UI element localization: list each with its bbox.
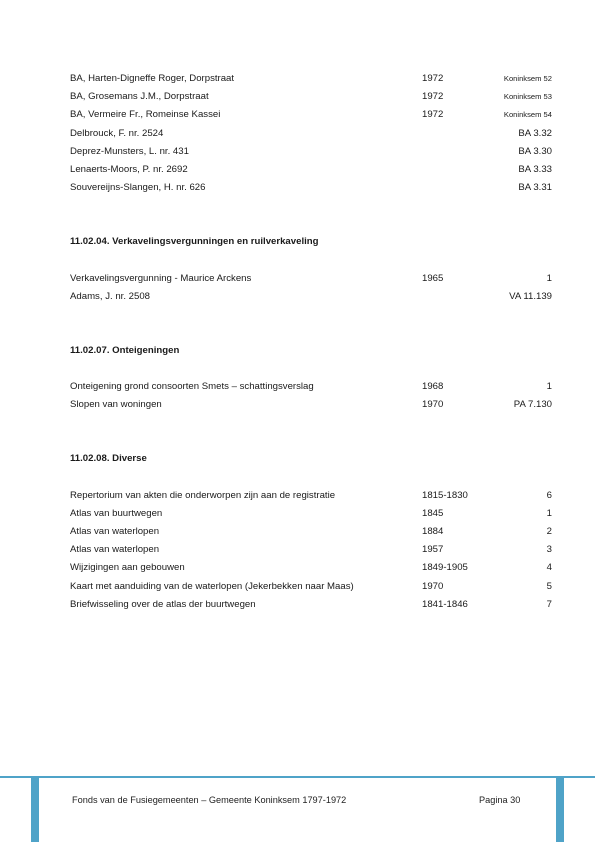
item-reference: VA 11.139 [509, 290, 552, 302]
item-reference: 4 [546, 562, 552, 574]
list-item [70, 559, 552, 577]
item-description: BA, Vermeire Fr., Romeinse Kassei [70, 109, 221, 121]
inventory-list [70, 70, 552, 614]
list-item [70, 70, 552, 88]
item-description: Wijzigingen aan gebouwen [70, 562, 185, 574]
item-year: 1957 [422, 544, 444, 556]
item-description: Kaart met aanduiding van de waterlopen (Jekerbekken naar Maas) [70, 580, 354, 592]
item-year: 1970 [422, 580, 444, 592]
item-reference: BA 3.30 [518, 145, 552, 157]
list-item [70, 523, 552, 541]
item-description: Verkavelingsvergunning - Maurice Arckens [70, 272, 252, 284]
section-heading: 11.02.07. Onteigeningen [70, 344, 180, 356]
item-description: Atlas van waterlopen [70, 544, 160, 556]
list-item [70, 288, 552, 306]
item-description: Souvereijns-Slangen, H. nr. 626 [70, 182, 206, 194]
list-item [70, 270, 552, 288]
list-item [70, 125, 552, 143]
item-description: Delbrouck, F. nr. 2524 [70, 127, 164, 139]
item-year: 1965 [422, 272, 444, 284]
item-description: Adams, J. nr. 2508 [70, 290, 150, 302]
item-description: BA, Grosemans J.M., Dorpstraat [70, 91, 209, 103]
list-item [70, 541, 552, 559]
list-item [70, 396, 552, 414]
item-reference: Koninksem 52 [503, 74, 552, 83]
item-reference: 7 [546, 598, 552, 610]
item-description: Briefwisseling over de atlas der buurtwegen [70, 598, 256, 610]
section-heading: 11.02.08. Diverse [70, 453, 147, 465]
item-year: 1815-1830 [422, 489, 468, 501]
list-item [70, 106, 552, 124]
item-year: 1972 [422, 73, 444, 84]
item-description: Lenaerts-Moors, P. nr. 2692 [70, 163, 188, 175]
list-item [70, 578, 552, 596]
item-reference: Koninksem 54 [503, 110, 552, 120]
item-reference: Koninksem 53 [503, 92, 552, 102]
item-year: 1841-1846 [422, 598, 468, 610]
section-expropriations [70, 342, 552, 415]
section-miscellaneous [70, 450, 552, 614]
list-item [70, 505, 552, 523]
item-reference: BA 3.33 [518, 163, 552, 175]
list-item [70, 179, 552, 197]
item-reference: 1 [546, 272, 552, 284]
list-item [70, 596, 552, 614]
list-item [70, 378, 552, 396]
item-reference: BA 3.31 [518, 182, 552, 194]
item-description: Deprez-Munsters, L. nr. 431 [70, 145, 189, 157]
item-year: 1849-1905 [422, 562, 468, 574]
item-description: Onteigening grond consoorten Smets – schattingsverslag [70, 381, 314, 393]
item-reference: 6 [546, 489, 552, 501]
section-building-permits [70, 70, 552, 197]
footer-divider [0, 776, 595, 778]
footer-accent-bar-left [31, 776, 39, 842]
section-subdivision-permits [70, 233, 552, 306]
item-reference: PA 7.130 [513, 399, 552, 411]
item-reference: 5 [546, 580, 552, 592]
item-reference: 1 [546, 381, 552, 393]
list-item [70, 88, 552, 106]
item-description: Atlas van waterlopen [70, 526, 160, 537]
item-reference: 1 [546, 507, 552, 519]
item-reference: 3 [546, 544, 552, 556]
list-item [70, 487, 552, 505]
item-year: 1972 [422, 91, 444, 103]
item-year: 1970 [422, 399, 444, 411]
item-year: 1845 [422, 507, 444, 519]
item-reference: 2 [546, 526, 552, 537]
item-year: 1884 [422, 526, 444, 537]
item-description: BA, Harten-Digneffe Roger, Dorpstraat [70, 73, 235, 84]
list-item [70, 161, 552, 179]
page-number: Pagina 30 [479, 795, 521, 805]
item-year: 1968 [422, 381, 444, 393]
item-year: 1972 [422, 109, 444, 121]
footer-accent-bar-right [556, 776, 564, 842]
footer-title: Fonds van de Fusiegemeenten – Gemeente Koninksem 1797-1972 [72, 795, 347, 805]
item-description: Repertorium van akten die onderworpen zijn aan de registratie [70, 489, 336, 501]
item-description: Slopen van woningen [70, 399, 162, 411]
item-reference: BA 3.32 [518, 127, 552, 139]
list-item [70, 143, 552, 161]
item-description: Atlas van buurtwegen [70, 507, 163, 519]
section-heading: 11.02.04. Verkavelingsvergunningen en ruilverkaveling [70, 236, 319, 248]
